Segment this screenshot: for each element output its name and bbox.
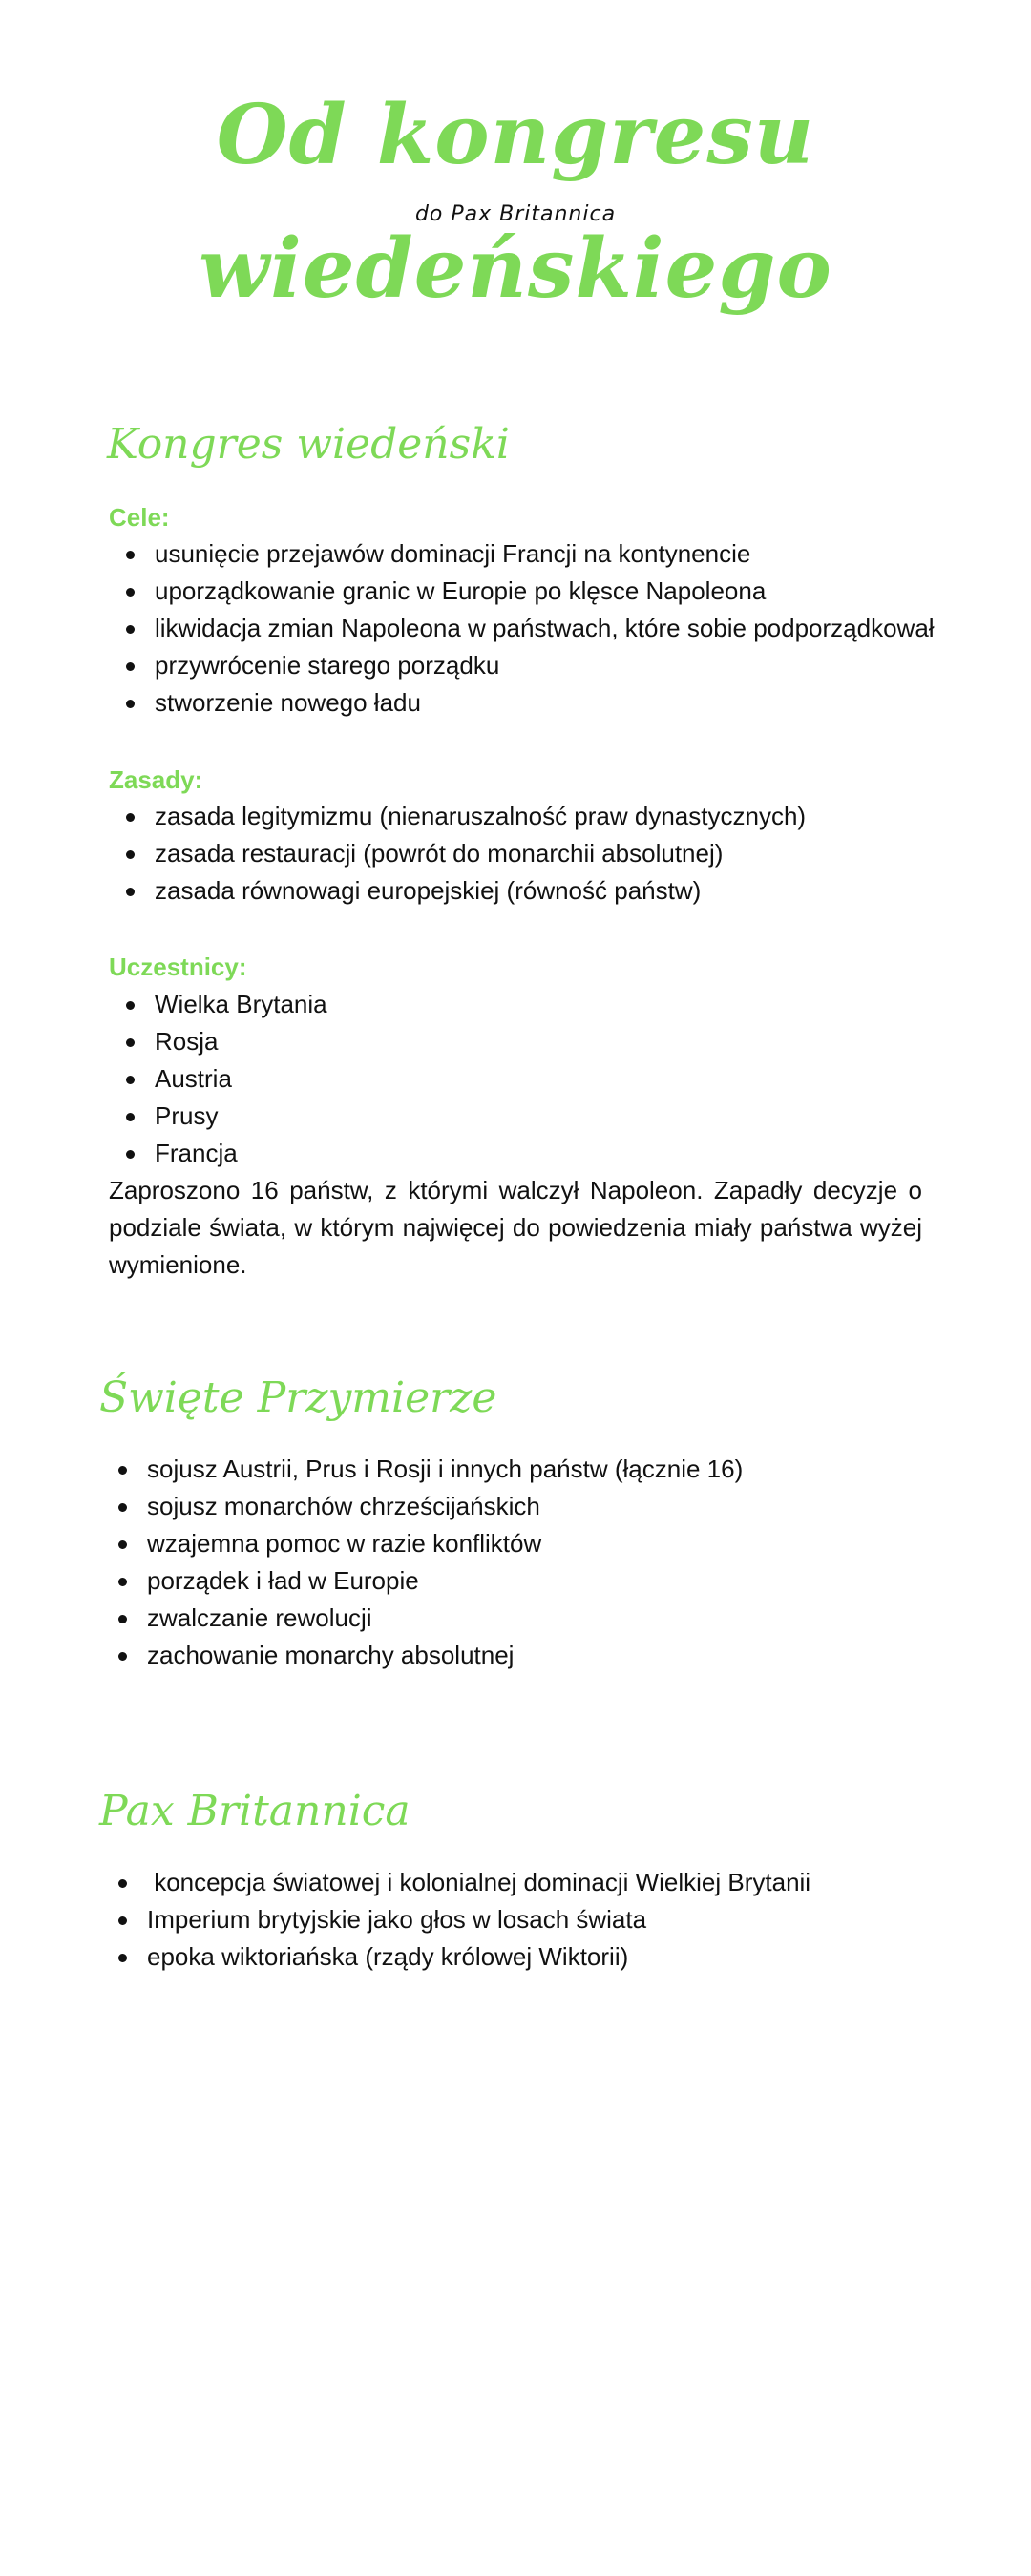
- list-item: [109, 573, 935, 610]
- bullet-icon: [126, 1076, 135, 1084]
- page-subtitle: do Pax Britannica: [414, 202, 617, 226]
- list-item-text: Imperium brytyjskie jako głos w losach świata: [147, 1905, 647, 1934]
- pax-britannica-list: [101, 1864, 810, 1976]
- list-item-text: zasada równowagi europejskiej (równość państw): [155, 876, 702, 905]
- bullet-icon: [126, 1150, 135, 1159]
- list-item-text: uporządkowanie granic w Europie po klęsce Napoleona: [155, 576, 767, 605]
- page-title-line-1: Od kongresu: [216, 87, 815, 183]
- rules-label: Zasady:: [109, 765, 203, 794]
- bullet-icon: [126, 1113, 135, 1121]
- bullet-icon: [126, 625, 135, 634]
- list-item-text: sojusz Austrii, Prus i Rosji i innych państw (łącznie 16): [147, 1455, 744, 1483]
- list-item: [101, 1562, 743, 1600]
- congress-heading: Kongres wiedeński: [107, 420, 510, 469]
- bullet-icon: [126, 850, 135, 859]
- bullet-icon: [126, 1038, 135, 1047]
- list-item-text: epoka wiktoriańska (rządy królowej Wiktorii): [147, 1942, 629, 1971]
- list-item-text: Rosja: [155, 1027, 219, 1056]
- bullet-icon: [126, 813, 135, 822]
- pax-britannica-heading: Pax Britannica: [99, 1787, 410, 1835]
- list-item-text: przywrócenie starego porządku: [155, 651, 500, 680]
- list-item-text: zasada restauracji (powrót do monarchii absolutnej): [155, 839, 724, 868]
- list-item: [101, 1637, 743, 1674]
- participants-label: Uczestnicy:: [109, 953, 247, 981]
- bullet-icon: [126, 1001, 135, 1010]
- list-item-text: porządek i ład w Europie: [147, 1566, 419, 1595]
- list-item: [109, 872, 806, 910]
- bullet-icon: [118, 1916, 127, 1925]
- list-item-text: stworzenie nowego ładu: [155, 688, 421, 717]
- bullet-icon: [118, 1652, 127, 1661]
- list-item-text: koncepcja światowej i kolonialnej dominacji Wielkiej Brytanii: [147, 1868, 811, 1896]
- bullet-icon: [118, 1503, 127, 1512]
- list-item: [109, 1135, 327, 1172]
- bullet-icon: [118, 1954, 127, 1962]
- bullet-icon: [118, 1466, 127, 1475]
- list-item-text: zwalczanie rewolucji: [147, 1603, 372, 1632]
- list-item-text: Francja: [155, 1139, 238, 1167]
- rules-list: [109, 798, 806, 910]
- bullet-icon: [118, 1879, 127, 1888]
- list-item: [101, 1600, 743, 1637]
- list-item: [101, 1901, 810, 1938]
- list-item: [101, 1864, 810, 1901]
- bullet-icon: [126, 588, 135, 597]
- list-item: [109, 535, 935, 573]
- list-item: [101, 1525, 743, 1562]
- page-title-line-2: wiedeńskiego: [199, 220, 832, 317]
- list-item: [109, 1060, 327, 1098]
- participants-list: [109, 986, 327, 1172]
- list-item: [109, 835, 806, 872]
- congress-summary-paragraph: Zaproszono 16 państw, z którymi walczył Napoleon. Zapadły decyzje o podziale świata, w którym najwięcej do powiedzenia miały państwa wyżej wymienione.: [109, 1176, 922, 1279]
- holy-alliance-heading: Święte Przymierze: [99, 1373, 497, 1422]
- list-item-text: sojusz monarchów chrześcijańskich: [147, 1492, 540, 1520]
- list-item: [109, 1098, 327, 1135]
- list-item: [109, 684, 935, 722]
- holy-alliance-list: [101, 1451, 743, 1674]
- list-item-text: Austria: [155, 1064, 232, 1093]
- list-item-text: likwidacja zmian Napoleona w państwach, które sobie podporządkował: [155, 614, 935, 642]
- list-item: [101, 1451, 743, 1488]
- goals-list: [109, 535, 935, 722]
- bullet-icon: [118, 1540, 127, 1549]
- goals-label: Cele:: [109, 503, 170, 532]
- list-item-text: zachowanie monarchy absolutnej: [147, 1641, 515, 1669]
- list-item: [109, 610, 935, 647]
- bullet-icon: [126, 888, 135, 896]
- list-item-text: usunięcie przejawów dominacji Francji na kontynencie: [155, 539, 751, 568]
- bullet-icon: [118, 1578, 127, 1586]
- list-item: [109, 798, 806, 835]
- bullet-icon: [118, 1615, 127, 1623]
- list-item-text: wzajemna pomoc w razie konfliktów: [147, 1529, 542, 1558]
- list-item: [101, 1938, 810, 1976]
- bullet-icon: [126, 700, 135, 708]
- list-item: [109, 986, 327, 1023]
- list-item-text: Wielka Brytania: [155, 990, 327, 1018]
- list-item: [109, 1023, 327, 1060]
- list-item: [101, 1488, 743, 1525]
- bullet-icon: [126, 662, 135, 671]
- list-item-text: zasada legitymizmu (nienaruszalność praw dynastycznych): [155, 802, 807, 830]
- list-item-text: Prusy: [155, 1101, 219, 1130]
- bullet-icon: [126, 551, 135, 559]
- list-item: [109, 647, 935, 684]
